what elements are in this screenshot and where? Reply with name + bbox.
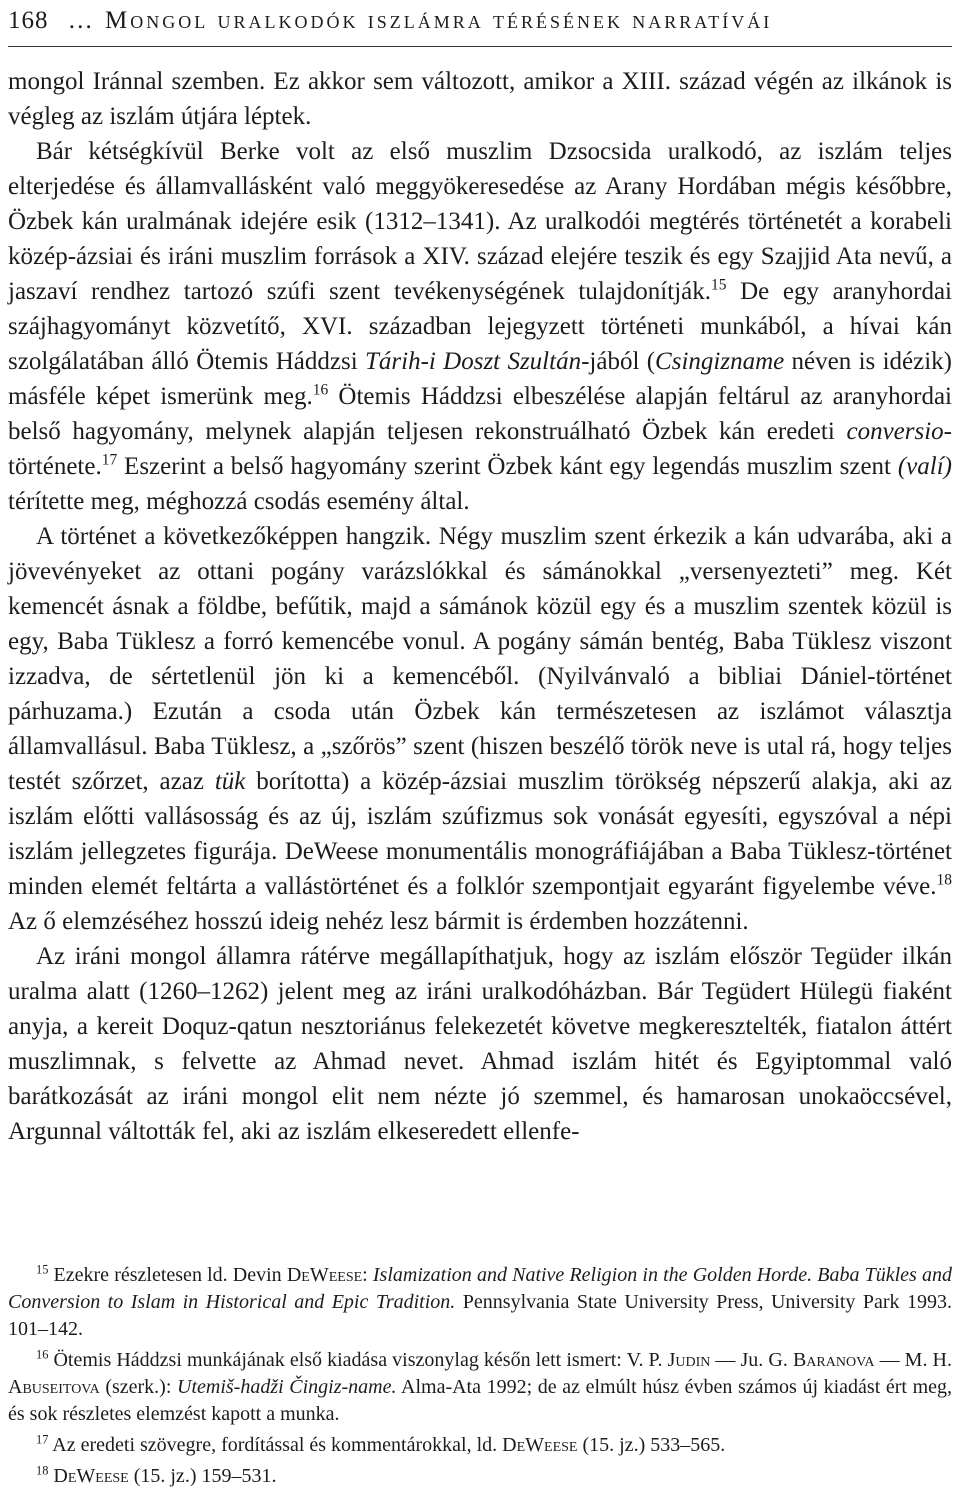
paragraph-4: Az iráni mongol államra rátérve megállapíthatjuk, hogy az iszlám először Tegüder ilkán uralma alatt (1260–1262) jelent meg az iráni uralkodóházban. Bár Tegüdert Hülegü fiaként anyja, a kereit Doquz-qatun nesztoriánus felekezetét követve megkeresztelték, fiatalon áttért muszlimnak, s felvette az Ahmad nevet. Ahmad iszlám hitét és Egyiptommal való barátkozását az iráni mongol elit nem nézte jó szemmel, és hamarosan unokaöccsével, Argunnal váltották fel, aki az iszlám elkeseredett ellenfe- bbox=[8, 943, 952, 1145]
footnote-number: 18 bbox=[36, 1463, 49, 1478]
text-run: De egy aranyhordai szájhagyományt közvetítő, XVI. században lejegyzett történeti munkából, a hívai kán szolgálatában álló Ötemis Háddzsi bbox=[8, 278, 952, 375]
text-run: -története. bbox=[8, 418, 952, 480]
book-title: Islamization and Native Religion in the Golden Horde. Baba Tükles and Conversion to Islam in Historical and Epic Tradition. bbox=[8, 1264, 952, 1313]
author-name: Baranova bbox=[792, 1349, 875, 1371]
paragraph-2 bbox=[8, 134, 952, 519]
main-text bbox=[8, 64, 952, 1149]
text-run: Ötemis Háddzsi elbeszélése alapján feltárul az aranyhordai belső hagyomány, melynek alapján teljesen rekonstruálható Özbek kán eredeti bbox=[8, 383, 952, 445]
italic-title: Tárih-i Doszt Szultán bbox=[364, 348, 582, 375]
text-run: Az eredeti szövegre, fordítással és kommentárokkal, ld. bbox=[48, 1434, 503, 1456]
author-name: DeWeese bbox=[286, 1264, 363, 1286]
text-run: Az ő elemzéséhez hosszú ideig nehéz lesz bármit is érdemben hozzátenni. bbox=[8, 908, 749, 935]
footnote-15 bbox=[8, 1262, 952, 1343]
text-run: Eszerint a belső hagyomány szerint Özbek kánt egy legendás muszlim szent bbox=[117, 453, 898, 480]
footnote-number: 15 bbox=[36, 1262, 49, 1277]
footnote-17 bbox=[8, 1432, 952, 1459]
text-run: Alma-Ata 1992; de az elmúlt húsz évben számos új kiadást ért meg, és sok részletes elemzést kapott a munka. bbox=[8, 1376, 952, 1425]
footnotes bbox=[8, 1262, 952, 1494]
paragraph-1: mongol Iránnal szemben. Ez akkor sem változott, amikor a XIII. század végén az ilkánok is végleg az iszlám útjára léptek. bbox=[8, 68, 952, 130]
text-run: borította) a közép-ázsiai muszlim törökség népszerű alakja, aki az iszlám előtti vallásosság és az új, iszlám szúfizmus sok vonását egyesíti, egyszóval a népi iszlám jellegzetes figurája. DeWeese monumentális monográfiájában a Baba Tüklesz-történet minden elemét feltárta a vallástörténet és a folklór szempontjait egyaránt figyelembe véve. bbox=[8, 768, 952, 900]
footnote-number: 17 bbox=[36, 1432, 49, 1447]
book-title: Utemiš-hadži Čingiz-name. bbox=[177, 1376, 397, 1398]
author-name: Judin bbox=[667, 1349, 711, 1371]
author-name: DeWeese bbox=[502, 1434, 578, 1456]
running-title: … Mongol uralkodók iszlámra térésének narratívái bbox=[67, 7, 773, 34]
text-run: — M. H. bbox=[874, 1349, 953, 1371]
text-run: térítette meg, méghozzá csodás esemény által. bbox=[8, 488, 470, 515]
text-run: : bbox=[362, 1264, 373, 1286]
footnote-number: 16 bbox=[36, 1347, 49, 1362]
italic-title: Csingizname bbox=[655, 348, 785, 375]
footnote-ref-18: 18 bbox=[936, 871, 952, 889]
footnote-ref-17: 17 bbox=[101, 451, 118, 469]
footnote-ref-15: 15 bbox=[711, 276, 727, 294]
text-run: Ezekre részletesen ld. Devin bbox=[48, 1264, 287, 1286]
text-run: A történet a következőképpen hangzik. Négy muszlim szent érkezik a kán udvarába, aki a jövevényeket az ottani pogány varázslókkal és sámánokkal „versenyezteti” meg. Két kemencét ásnak a földbe, befűtik, majd a sámánok közül egy és a muszlim szentek közül is egy, Baba Tüklesz a forró kemencébe vonul. A pogány sámán bentég, Baba Tüklesz viszont izzadva, de sértetlenül jön ki a kemencéből. (Nyilvánvaló a bibliai Dániel-történet párhuzama.) Ezután a csoda után Özbek kán természetesen az iszlámot választja államvallásul. Baba Tüklesz, a „szőrös” szent (hiszen beszélő török neve is utal rá, hogy teljes testét szőrzet, azaz bbox=[8, 523, 952, 795]
author-name: DeWeese bbox=[53, 1465, 129, 1487]
italic-term: (valí) bbox=[897, 453, 952, 480]
page-number: 168 bbox=[8, 7, 49, 34]
text-run: -jából ( bbox=[581, 348, 656, 375]
running-head bbox=[8, 4, 952, 38]
italic-term: conversio bbox=[846, 418, 944, 445]
author-name: Abuseitova bbox=[8, 1376, 100, 1398]
text-run: Bár kétségkívül Berke volt az első muszlim Dzsocsida uralkodó, az iszlám teljes elterjedése és államvallásként való meggyökeresedése az Arany Hordában mégis későbbre, Özbek kán uralmának idejére esik (1312–1341). Az uralkodói megtérés történetét a korabeli közép-ázsiai és iráni muszlim források a XIV. század elejére teszik és egy Szajjid Ata nevű, a jaszaví rendhez tartozó szúfi szent tevékenységének tulajdonítják. bbox=[8, 138, 952, 305]
header-rule bbox=[8, 46, 952, 47]
text-run: (15. jz.) 159–531. bbox=[128, 1465, 277, 1487]
text-run: — Ju. G. bbox=[710, 1349, 793, 1371]
italic-term: tük bbox=[214, 768, 246, 795]
text-run: néven is idézik) másféle képet ismerünk meg. bbox=[8, 348, 952, 410]
text-run: Ötemis Háddzsi munkájának első kiadása viszonylag későn lett ismert: V. P. bbox=[48, 1349, 668, 1371]
text-run: (szerk.): bbox=[99, 1376, 178, 1398]
footnote-18 bbox=[8, 1463, 952, 1490]
text-run: (15. jz.) 533–565. bbox=[577, 1434, 726, 1456]
text-run: Pennsylvania State University Press, University Park 1993. 101–142. bbox=[8, 1291, 952, 1340]
paragraph-3 bbox=[8, 519, 952, 939]
footnote-16 bbox=[8, 1347, 952, 1428]
footnote-ref-16: 16 bbox=[312, 381, 329, 399]
